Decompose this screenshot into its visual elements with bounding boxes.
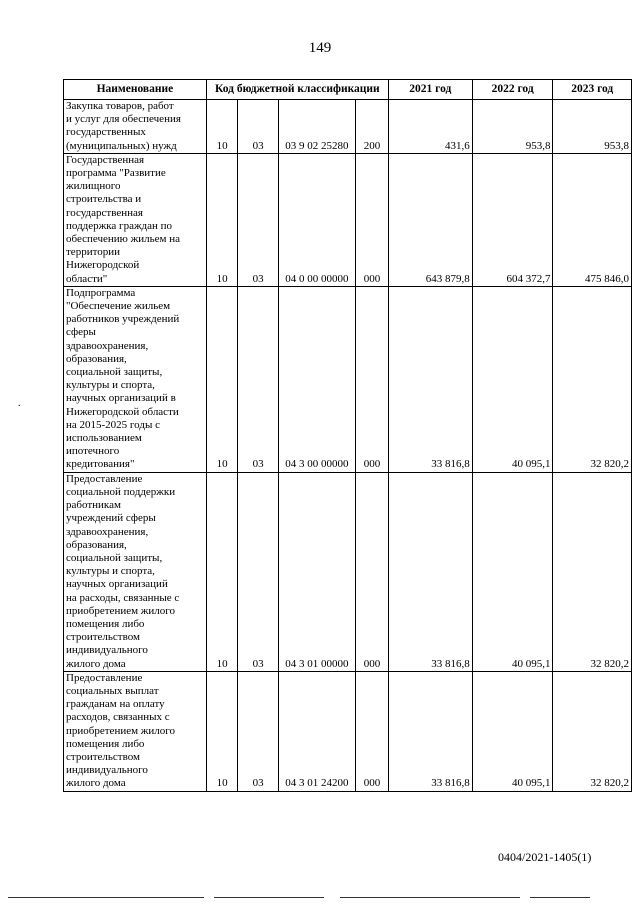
row-name-line: социальных выплат <box>66 684 159 697</box>
row-name-line: приобретением жилого <box>66 724 176 737</box>
row-name-line: государственных <box>66 126 146 139</box>
row-subsection: 03 <box>238 100 278 154</box>
row-name-line: индивидуального <box>66 764 148 777</box>
row-name <box>64 100 207 154</box>
header-2021: 2021 год <box>388 80 472 100</box>
scan-edge-line <box>340 897 520 898</box>
table-header-row <box>64 80 632 100</box>
row-amount-2022: 40 095,1 <box>472 671 553 791</box>
row-name-line: расходов, связанных с <box>66 711 170 724</box>
row-name <box>64 153 207 286</box>
row-name-line: сферы <box>66 326 96 339</box>
row-name-line: строительством <box>66 750 140 763</box>
row-name-line: поддержка граждан по <box>66 219 173 232</box>
row-amount-2023: 953,8 <box>553 100 632 154</box>
document-code: 0404/2021-1405(1) <box>498 850 592 864</box>
row-name-line: на 2015-2025 годы с <box>66 418 160 431</box>
row-expense-type: 000 <box>356 286 389 472</box>
row-name-line: здравоохранения, <box>66 525 149 538</box>
row-name-line: приобретением жилого <box>66 604 176 617</box>
row-name-line: "Обеспечение жильем <box>66 300 171 313</box>
row-name-line: Государственная <box>66 153 145 166</box>
row-name-line: работников учреждений <box>66 313 180 326</box>
row-name-line: образования, <box>66 352 127 365</box>
row-amount-2021: 431,6 <box>388 100 472 154</box>
row-amount-2022: 40 095,1 <box>472 286 553 472</box>
row-section: 10 <box>206 153 238 286</box>
row-amount-2022: 604 372,7 <box>472 153 553 286</box>
row-name-line: научных организаций <box>66 578 168 591</box>
scan-edge-line <box>8 897 204 898</box>
row-name-line: здравоохранения, <box>66 339 149 352</box>
table-row <box>64 671 632 791</box>
row-name-line: кредитования" <box>66 458 135 471</box>
header-2023: 2023 год <box>553 80 632 100</box>
page-number: 149 <box>308 40 332 56</box>
row-section: 10 <box>206 286 238 472</box>
margin-mark: . <box>18 398 21 409</box>
row-expense-type: 000 <box>356 153 389 286</box>
row-subsection: 03 <box>238 472 278 671</box>
row-name <box>64 671 207 791</box>
row-name-line: (муниципальных) нужд <box>66 139 177 152</box>
row-name-line: Подпрограмма <box>66 286 136 299</box>
row-name-line: культуры и спорта, <box>66 379 155 392</box>
row-amount-2023: 32 820,2 <box>553 286 632 472</box>
row-name-line: культуры и спорта, <box>66 565 155 578</box>
row-name-line: жилищного <box>66 180 121 193</box>
table-row <box>64 100 632 154</box>
row-name-line: Предоставление <box>66 472 143 485</box>
row-expense-type: 000 <box>356 671 389 791</box>
row-subsection: 03 <box>238 153 278 286</box>
table-row <box>64 286 632 472</box>
row-name-line: Нижегородской области <box>66 405 179 418</box>
row-amount-2021: 33 816,8 <box>388 671 472 791</box>
row-subsection: 03 <box>238 286 278 472</box>
row-amount-2022: 953,8 <box>472 100 553 154</box>
row-name-line: социальной поддержки <box>66 485 176 498</box>
row-name-line: Нижегородской <box>66 259 140 272</box>
row-amount-2023: 475 846,0 <box>553 153 632 286</box>
row-name-line: обеспечению жильем на <box>66 233 180 246</box>
row-name-line: социальной защиты, <box>66 551 163 564</box>
scan-edge-line <box>530 897 590 898</box>
row-name-line: программа "Развитие <box>66 167 166 180</box>
row-name-line: области" <box>66 272 108 285</box>
row-name-line: жилого дома <box>66 657 126 670</box>
row-name <box>64 472 207 671</box>
header-code: Код бюджетной классификации <box>206 80 388 100</box>
table-row <box>64 472 632 671</box>
row-name-line: использованием <box>66 432 142 445</box>
row-name <box>64 286 207 472</box>
row-name-line: жилого дома <box>66 777 126 790</box>
row-name-line: научных организаций в <box>66 392 176 405</box>
row-section: 10 <box>206 671 238 791</box>
row-amount-2021: 33 816,8 <box>388 286 472 472</box>
header-2022: 2022 год <box>472 80 553 100</box>
row-amount-2023: 32 820,2 <box>553 671 632 791</box>
row-section: 10 <box>206 100 238 154</box>
row-name-line: помещения либо <box>66 617 145 630</box>
scan-edge-line <box>214 897 324 898</box>
row-amount-2021: 33 816,8 <box>388 472 472 671</box>
row-name-line: работникам <box>66 499 121 512</box>
row-amount-2021: 643 879,8 <box>388 153 472 286</box>
row-name-line: ипотечного <box>66 445 120 458</box>
row-name-line: территории <box>66 246 121 259</box>
row-target-article: 04 3 01 00000 <box>278 472 355 671</box>
row-name-line: Закупка товаров, работ <box>66 100 174 112</box>
row-target-article: 03 9 02 25280 <box>278 100 355 154</box>
row-name-line: учреждений сферы <box>66 512 156 525</box>
row-target-article: 04 0 00 00000 <box>278 153 355 286</box>
row-section: 10 <box>206 472 238 671</box>
row-name-line: строительством <box>66 631 140 644</box>
header-name: Наименование <box>64 80 207 100</box>
row-target-article: 04 3 01 24200 <box>278 671 355 791</box>
row-subsection: 03 <box>238 671 278 791</box>
row-expense-type: 200 <box>356 100 389 154</box>
table-row <box>64 153 632 286</box>
row-name-line: строительства и <box>66 193 142 206</box>
row-name-line: индивидуального <box>66 644 148 657</box>
row-name-line: Предоставление <box>66 671 143 684</box>
row-expense-type: 000 <box>356 472 389 671</box>
budget-table <box>63 79 632 792</box>
table-body <box>64 100 632 792</box>
row-name-line: гражданам на оплату <box>66 698 165 711</box>
row-amount-2023: 32 820,2 <box>553 472 632 671</box>
row-name-line: образования, <box>66 538 127 551</box>
row-target-article: 04 3 00 00000 <box>278 286 355 472</box>
row-name-line: и услуг для обеспечения <box>66 113 181 126</box>
row-name-line: помещения либо <box>66 737 145 750</box>
row-name-line: социальной защиты, <box>66 366 163 379</box>
row-name-line: на расходы, связанные с <box>66 591 180 604</box>
row-name-line: государственная <box>66 206 143 219</box>
row-amount-2022: 40 095,1 <box>472 472 553 671</box>
